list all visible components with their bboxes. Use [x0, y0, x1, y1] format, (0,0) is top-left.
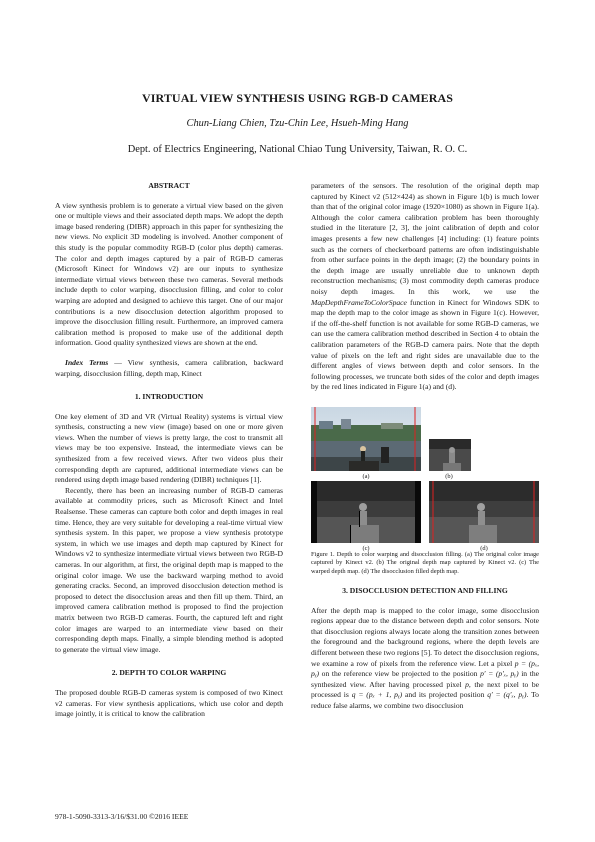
section2-paragraph-1: The proposed double RGB-D cameras system is composed of two Kinect v2 cameras. For view synthesis applications, which use color and depth image jointly, it is critical to know the calibration — [55, 687, 283, 719]
figure-1 — [311, 401, 539, 552]
paper-title: VIRTUAL VIEW SYNTHESIS USING RGB-D CAMERAS — [141, 91, 454, 105]
disocc-text-b: on the reference view be projected to the position — [319, 669, 481, 679]
index-terms-text: — View synthesis, camera calibration, backward warping, disocclusion filling, depth map, Kinect — [55, 357, 283, 378]
section3-heading: 3. DISOCCLUSION DETECTION AND FILLING — [342, 586, 508, 596]
disocclusion-paragraph — [311, 606, 539, 712]
intro-paragraph-1: One key element of 3D and VR (Virtual Reality) systems is virtual view synthesis, constructing a new view (image) based on one or more given views. When the number of views is pretty large, the cost to transmit all views may be too expensive. Instead, the intermediate views can be synthesized from a few received views. After two videos plus their corresponding depth are captured, additional intermediate views can be rendered using depth image based rendering (DIBR) techniques [1]. — [55, 411, 283, 485]
disocc-text-d: , the next pixel to be processed is — [311, 679, 540, 700]
paper-authors: Chun-Liang Chien, Tzu-Chin Lee, Hsueh-Ming Hang — [186, 118, 409, 129]
figure-1a-color-image — [311, 407, 421, 471]
disocc-text-e: and its projected position — [402, 690, 488, 700]
calibration-text-a: parameters of the sensors. The resolution of the original depth map captured by Kinect v2 (512×424) as shown in Figure 1(b) is much lower than that of the original color image (1920×1080) as shown in Figure 1(a). Although the color camera calibration problem has been thoroughly studied in the literature [2, 3], the joint calibration of depth and color images presents a few new challenges [4] including: (1) feature points such as the corners of checkerboard patterns are often indistinguishable from other surface points in the depth image; (2) the boundary points in the depth image are usually unreliable due to unknown depth reconstruction mechanisms; (3) most commodity depth cameras produce noisy depth images. In this work, we use the — [311, 181, 539, 296]
calibration-paragraph — [311, 181, 539, 393]
figure-1b-label: (b) — [445, 472, 453, 480]
disocc-text-c: in the synthesized view. After having processed pixel — [311, 669, 539, 689]
math-p-2: p — [465, 679, 469, 689]
intro-paragraph-2: Recently, there has been an increasing number of RGB-D cameras available at commodity prices, such as Microsoft Kinect and Intel Realsense. These cameras can capture both color and depth images in real time. Hence, they are very suitable for developing a real-time virtual view synthesis system. In this paper, we propose a view synthesis prototype system, in which we use images and depth map captured by Kinect for Windows v2 to synthesize intermediate virtual views between two RGB-D cameras. In our algorithm, at first, the original depth map is mapped to the original color image. We use the backward warping method to avoid generating cracks. Second, an improved disocclusion detection method is proposed to detect the disocclusion areas and then fill up them. Third, an improved camera calibration method is proposed to find the projection matrix between two RGB-D cameras. Fourth, the captured left and right color images are warped to an intermediate view based on their corresponding depth maps. Finally, a simple blending method is adopted to generate the virtual view image. — [55, 485, 283, 654]
math-p: p = (pₓ, pᵧ) — [311, 658, 540, 679]
disocc-text-f: . To reduce false alarms, we combine two disocclusion — [311, 690, 539, 711]
abstract-text: A view synthesis problem is to generate a virtual view based on the given one or multiple views and their associated depth maps. We adopt the depth image based rendering (DIBR) approach in this paper for synthesizing the new views. No explicit 3D modeling is involved. Another component of this study is the popular commodity RGB-D (color plus depth) cameras. The color and depth images captured by a pair of RGB-D cameras (Microsoft Kinect for Windows v2) are our inputs to synthesize intermediate virtual views between these two cameras. Several methods include depth to color warping, disocclusion filling, and color to color warping are adopted and designed to achieve this target. One of our major contributions is a new disocclusion detection algorithm proposed to improve the disocclusion filling result. Furthermore, an improved camera calibration method is proposed to make use of the additional depth information. Good quality synthesized views are shown at the end. — [55, 200, 283, 348]
math-q: q = (pₓ + 1, pᵧ) — [351, 690, 403, 700]
index-terms-label: Index Terms — [65, 357, 109, 367]
figure-1b-depth-map — [429, 439, 471, 471]
calibration-text-b: function in Kinect for Windows SDK to map the depth map to the color image as shown in Figure 1(c). However, if the off-the-shelf function is not available for some RGB-D cameras, we can use the camera calibration method described in Section 4 to obtain the calibration parameters of the RGB-D camera pairs. Note that the depth value of pixels on the left and right sides are unavailable due to the different angles of views between depth and color sensors. In the following processes, we truncate both sides of the color and depth images by the red lines indicated in Figure 1(a) and (d). — [311, 297, 539, 392]
figure-1c-label: (c) — [362, 544, 370, 552]
figure-1d-filled-depth — [429, 481, 539, 543]
paper-affiliation: Dept. of Electrics Engineering, National Chiao Tung University, Taiwan, R. O. C. — [127, 144, 468, 155]
abstract-heading: ABSTRACT — [148, 181, 190, 190]
sdk-function-name: MapDepthFrameToColorSpace — [311, 297, 407, 307]
figure-1a-label: (a) — [362, 472, 370, 480]
math-q-prime: q′ = (q′ₓ, pᵧ) — [487, 690, 527, 700]
figure-1-caption: Figure 1. Depth to color warping and disocclusion filling. (a) The original color image captured by Kinect v2. (b) The original depth map captured by Kinect v2. (c) The warped depth map. (d) The disocclusion filled depth map. — [311, 550, 539, 575]
math-p-prime: p′ = (p′ₓ, pᵧ) — [480, 669, 519, 679]
figure-1c-warped-depth — [311, 481, 421, 543]
section2-heading: 2. DEPTH TO COLOR WARPING — [111, 668, 227, 678]
disocc-text-a: After the depth map is mapped to the color image, some disocclusion regions appear due to the distance between depth and color sensors. Note that disocclusion regions always locate along the transition zones between the foreground and the background regions, where the depth levels are different between these two regions [5]. To detect the disocclusion regions, we examine a row of pixels from the reference view. Let a pixel — [311, 605, 539, 668]
copyright-footer: 978-1-5090-3313-3/16/$31.00 ©2016 IEEE — [55, 812, 189, 821]
left-column — [55, 181, 283, 720]
figure-1d-label: (d) — [480, 544, 488, 552]
intro-heading: 1. INTRODUCTION — [134, 392, 204, 402]
index-terms — [55, 358, 283, 379]
right-column — [311, 181, 539, 712]
